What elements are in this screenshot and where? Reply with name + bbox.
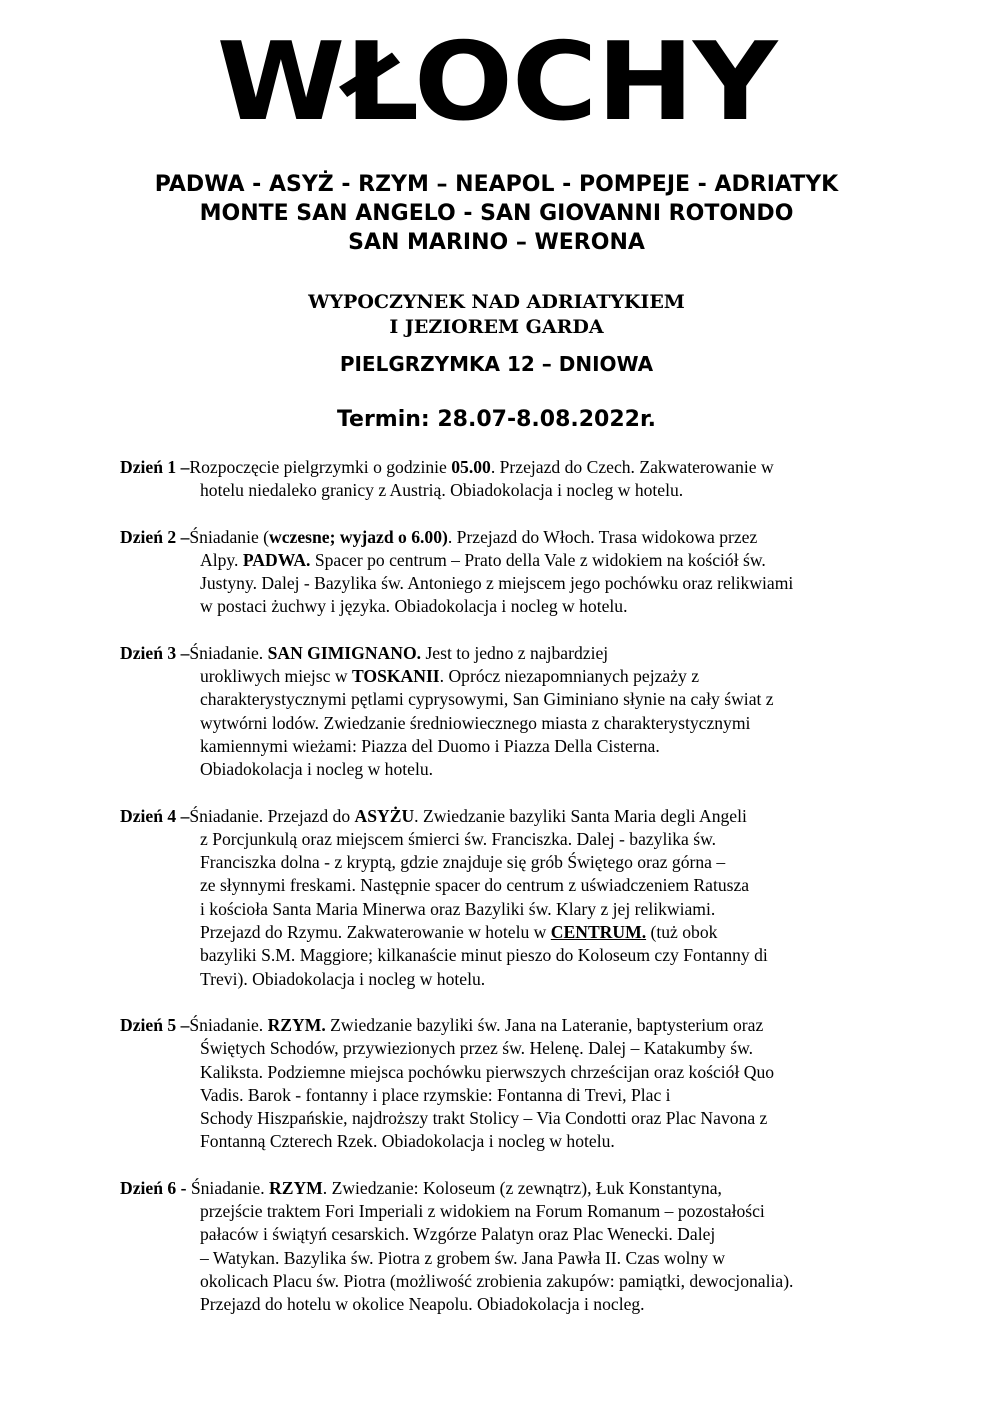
day-text: Śniadanie. [189, 1014, 268, 1035]
day-line [120, 456, 890, 479]
rest-line-1: WYPOCZYNEK NAD ADRIATYKIEM [308, 291, 685, 313]
day-text: Trevi). Obiadokolacja i nocleg w hotelu. [200, 968, 486, 989]
day-text-bold: ASYŻU [354, 805, 415, 826]
day-line [120, 1177, 890, 1200]
day-line [120, 921, 890, 944]
day-line [120, 642, 890, 665]
day-text: hotelu niedaleko granicy z Austrią. Obiadokolacja i nocleg w hotelu. [200, 480, 684, 501]
day-line [120, 1247, 890, 1270]
rest-heading [0, 290, 993, 340]
day-text: wytwórni lodów. Zwiedzanie średniowiecznego miasta z charakterystycznymi [200, 712, 751, 733]
day-text-bold: RZYM. [267, 1014, 326, 1035]
day-line [120, 1107, 890, 1130]
day-text: . Zwiedzanie bazyliki Santa Maria degli Angeli [414, 805, 747, 826]
day-label: Dzień 4 – [120, 805, 190, 826]
day-line [120, 479, 890, 502]
day-line [120, 526, 890, 549]
day-entry [120, 526, 890, 619]
day-text: Śniadanie. [189, 642, 268, 663]
day-line [120, 944, 890, 967]
termin-heading: Termin: 28.07-8.08.2022r. [336, 407, 657, 432]
day-text: . Przejazd do Włoch. Trasa widokowa przez [447, 526, 758, 547]
day-line [120, 595, 890, 618]
day-line [120, 968, 890, 991]
route-line-1: PADWA - ASYŻ - RZYM – NEAPOL - POMPEJE - ADRIATYK [154, 172, 839, 197]
day-text: Śniadanie. Przejazd do [189, 805, 355, 826]
day-text-bold: CENTRUM. [550, 922, 647, 943]
day-text: Śniadanie ( [189, 526, 270, 547]
day-label: Dzień 5 – [120, 1014, 190, 1035]
day-text: w postaci żuchwy i języka. Obiadokolacja i nocleg w hotelu. [200, 596, 628, 617]
day-entry [120, 1014, 890, 1154]
itinerary-days [120, 456, 890, 1340]
day-line [120, 1130, 890, 1153]
day-text: Spacer po centrum – Prato della Vale z widokiem na kościół św. [310, 549, 766, 570]
day-text: Przejazd do Rzymu. Zakwaterowanie w hotelu w [200, 922, 551, 943]
day-line [120, 828, 890, 851]
day-line [120, 572, 890, 595]
pilgrimage-heading: PIELGRZYMKA 12 – DNIOWA [339, 352, 654, 376]
day-label: Dzień 6 - [120, 1177, 187, 1198]
day-entry [120, 1177, 890, 1317]
day-line [120, 805, 890, 828]
day-text: kamiennymi wieżami: Piazza del Duomo i Piazza Della Cisterna. [200, 735, 660, 756]
day-line [120, 549, 890, 572]
day-text: i kościoła Santa Maria Minerwa oraz Bazyliki św. Klary z jej relikwiami. [200, 898, 716, 919]
day-text: okolicach Placu św. Piotra (możliwość zrobienia zakupów: pamiątki, dewocjonalia). [200, 1270, 794, 1291]
day-text: Fontanną Czterech Rzek. Obiadokolacja i nocleg w hotelu. [200, 1131, 615, 1152]
day-line [120, 1223, 890, 1246]
day-label: Dzień 2 – [120, 526, 190, 547]
day-text: bazyliki S.M. Maggiore; kilkanaście minut pieszo do Koloseum czy Fontanny di [200, 945, 768, 966]
day-text: Obiadokolacja i nocleg w hotelu. [200, 759, 434, 780]
day-text: Justyny. Dalej - Bazylika św. Antoniego z miejscem jego pochówku oraz relikwiami [200, 573, 794, 594]
day-line [120, 758, 890, 781]
day-text: . Zwiedzanie: Koloseum (z zewnątrz), Łuk Konstantyna, [322, 1177, 722, 1198]
day-entry [120, 805, 890, 991]
day-text: Jest to jedno z najbardziej [421, 642, 609, 663]
day-text: ze słynnymi freskami. Następnie spacer do centrum z uświadczeniem Ratusza [200, 875, 750, 896]
day-line [120, 712, 890, 735]
day-line [120, 1200, 890, 1223]
day-text: urokliwych miejsc w [200, 666, 352, 687]
page-title: WŁOCHY [216, 20, 777, 145]
day-label: Dzień 3 – [120, 642, 190, 663]
day-text: Schody Hiszpańskie, najdroższy trakt Stolicy – Via Condotti oraz Plac Navona z [200, 1108, 768, 1129]
day-text: (tuż obok [646, 922, 718, 943]
day-text: charakterystycznymi pętlami cyprysowymi, San Giminiano słynie na cały świat z [200, 689, 774, 710]
day-line [120, 898, 890, 921]
day-text: Franciszka dolna - z kryptą, gdzie znajduje się grób Świętego oraz górna – [200, 852, 726, 873]
day-line [120, 1014, 890, 1037]
day-text: Zwiedzanie bazyliki św. Jana na Lateranie, baptysterium oraz [325, 1014, 764, 1035]
day-text-bold: SAN GIMIGNANO. [267, 642, 422, 663]
route-subtitle [0, 170, 993, 257]
day-text-bold: TOSKANII [351, 666, 440, 687]
day-line [120, 665, 890, 688]
day-line [120, 874, 890, 897]
day-text: Śniadanie. [186, 1177, 270, 1198]
day-line [120, 1061, 890, 1084]
day-text: Kaliksta. Podziemne miejsca pochówku pierwszych chrześcijan oraz kościół Quo [200, 1061, 775, 1082]
day-line [120, 1037, 890, 1060]
day-text: Świętych Schodów, przywiezionych przez św. Helenę. Dalej – Katakumby św. [200, 1038, 754, 1059]
day-text-bold: PADWA. [242, 549, 311, 570]
day-text: Przejazd do hotelu w okolice Neapolu. Obiadokolacja i nocleg. [200, 1294, 645, 1315]
route-line-2: MONTE SAN ANGELO - SAN GIOVANNI ROTONDO [199, 201, 794, 226]
day-text: . Oprócz niezapomnianych pejzaży z [439, 666, 700, 687]
day-line [120, 735, 890, 758]
day-text-bold: 05.00 [451, 457, 491, 477]
day-text: przejście traktem Fori Imperiali z widokiem na Forum Romanum – pozostałości [200, 1201, 765, 1222]
day-label: Dzień 1 – [120, 457, 190, 477]
rest-line-2: I JEZIOREM GARDA [389, 316, 604, 338]
route-line-3: SAN MARINO – WERONA [348, 230, 645, 255]
day-text: Rozpoczęcie pielgrzymki o godzinie [189, 457, 452, 477]
day-text-bold: RZYM [269, 1177, 323, 1198]
day-entry [120, 642, 890, 782]
day-text: – Watykan. Bazylika św. Piotra z grobem św. Jana Pawła II. Czas wolny w [200, 1247, 726, 1268]
day-text: Vadis. Barok - fontanny i place rzymskie: Fontanna di Trevi, Plac i [200, 1084, 671, 1105]
day-text: . Przejazd do Czech. Zakwaterowanie w [490, 457, 774, 477]
day-line [120, 1293, 890, 1316]
day-text: Alpy. [200, 549, 243, 570]
day-text: z Porcjunkulą oraz miejscem śmierci św. Franciszka. Dalej - bazylika św. [200, 828, 717, 849]
day-entry [120, 456, 890, 503]
day-line [120, 688, 890, 711]
day-line [120, 1084, 890, 1107]
day-line [120, 851, 890, 874]
day-line [120, 1270, 890, 1293]
day-text: pałaców i świątyń cesarskich. Wzgórze Palatyn oraz Plac Wenecki. Dalej [200, 1224, 716, 1245]
day-text-bold: wczesne; wyjazd o 6.00) [269, 526, 448, 547]
